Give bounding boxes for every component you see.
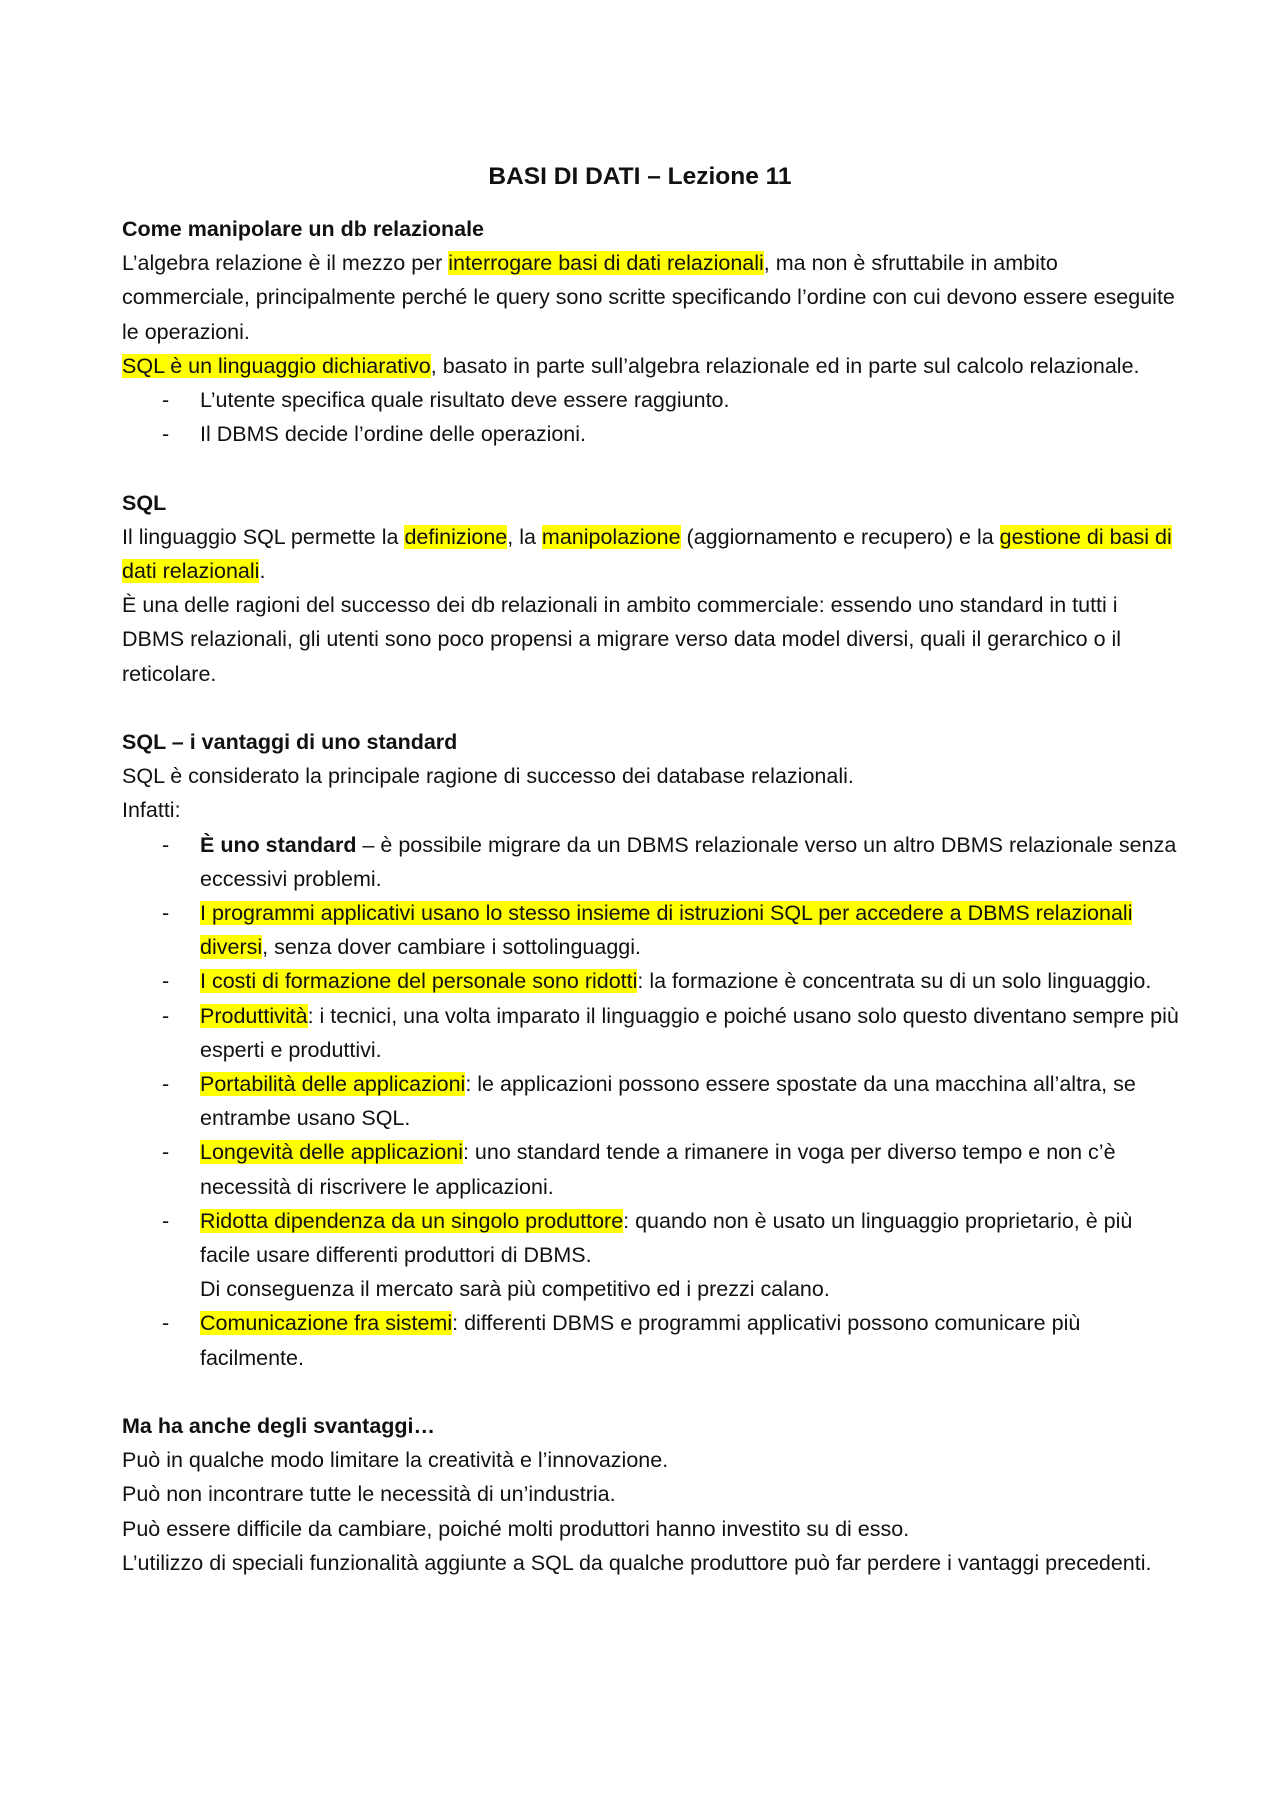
text-run: .	[259, 559, 266, 584]
highlighted-text: definizione	[404, 524, 508, 549]
text-run: : i tecnici, una volta imparato il linguaggio e poiché usano solo questo diventano sempre più esperti e produttivi.	[200, 1003, 1179, 1062]
dash-bullet: -	[162, 832, 170, 857]
highlighted-text: manipolazione	[541, 524, 681, 549]
dash-bullet: -	[162, 1003, 170, 1028]
text-run: : la formazione è concentrata su di un solo linguaggio.	[637, 969, 1152, 994]
paragraph	[122, 349, 1182, 383]
text-run: L’algebra relazione è il mezzo per	[122, 251, 449, 276]
text-run: , senza dover cambiare i sottolinguaggi.	[262, 935, 641, 960]
list-item	[122, 1067, 1182, 1135]
list-item	[122, 1306, 1182, 1374]
text-run: , la	[507, 524, 542, 549]
bullet-list	[122, 383, 1182, 451]
highlighted-text: SQL è un linguaggio dichiarativo	[122, 353, 431, 378]
text-run: , basato in parte sull’algebra relazionale ed in parte sul calcolo relazionale.	[430, 353, 1140, 378]
highlighted-text: Portabilità delle applicazioni	[200, 1072, 466, 1097]
dash-bullet: -	[162, 1208, 170, 1233]
list-item	[122, 383, 1182, 417]
paragraph: L’utilizzo di speciali funzionalità aggiunte a SQL da qualche produttore può far perdere i vantaggi precedenti.	[122, 1550, 1152, 1575]
paragraph: Infatti:	[122, 798, 181, 823]
highlighted-text: Ridotta dipendenza da un singolo produttore	[200, 1208, 624, 1233]
highlighted-text: Produttività	[200, 1003, 308, 1028]
list-item	[122, 1204, 1182, 1307]
paragraph: Può in qualche modo limitare la creatività e l’innovazione.	[122, 1448, 669, 1473]
text-run: : differenti DBMS e programmi applicativi possono comunicare più facilmente.	[200, 1311, 1081, 1370]
paragraph: È una delle ragioni del successo dei db relazionali in ambito commerciale: essendo uno standard in tutti i DBMS relazionali, gli utenti sono poco propensi a migrare verso data model diversi, quali il gerarchico o il reticolare.	[122, 593, 1122, 686]
list-item	[122, 896, 1182, 964]
section-heading: Come manipolare un db relazionale	[122, 217, 484, 241]
dash-bullet: -	[162, 388, 170, 413]
dash-bullet: -	[162, 1311, 170, 1336]
paragraph: SQL è considerato la principale ragione di successo dei database relazionali.	[122, 764, 854, 789]
paragraph: Può non incontrare tutte le necessità di un’industria.	[122, 1482, 616, 1507]
paragraph	[122, 520, 1182, 588]
text-run: Il linguaggio SQL permette la	[122, 524, 405, 549]
highlighted-text: Longevità delle applicazioni	[200, 1140, 463, 1165]
section-heading: Ma ha anche degli svantaggi…	[122, 1414, 436, 1439]
section-heading: SQL – i vantaggi di uno standard	[122, 730, 458, 755]
spacer	[122, 1375, 1182, 1409]
text-run: : uno standard tende a rimanere in voga per diverso tempo e non c’è necessità di riscrivere le applicazioni.	[200, 1140, 1116, 1199]
highlighted-text: Comunicazione fra sistemi	[200, 1311, 453, 1336]
document-body	[122, 150, 1182, 1580]
text-run: Di conseguenza il mercato sarà più competitivo ed i prezzi calano.	[200, 1277, 830, 1302]
highlighted-text: interrogare basi di dati relazionali	[448, 251, 764, 276]
spacer	[122, 451, 1182, 485]
list-item	[122, 1135, 1182, 1203]
highlighted-text: I costi di formazione del personale sono ridotti	[200, 969, 638, 994]
page-title: BASI DI DATI – Lezione 11	[488, 163, 792, 190]
section-heading: SQL	[122, 490, 167, 515]
list-item-text: L’utente specifica quale risultato deve essere raggiunto.	[200, 388, 730, 413]
list-item	[122, 417, 1182, 451]
list-item	[122, 964, 1182, 998]
highlighted-text: I programmi applicativi usano lo stesso insieme di istruzioni SQL per accedere a DBMS relazionali diversi	[200, 901, 1133, 960]
text-run: – è possibile migrare da un DBMS relazionale verso un altro DBMS relazionale senza eccessivi problemi.	[200, 832, 1177, 891]
list-item	[122, 828, 1182, 896]
text-run: (aggiornamento e recupero) e la	[680, 524, 1000, 549]
dash-bullet: -	[162, 422, 170, 447]
dash-bullet: -	[162, 901, 170, 926]
spacer	[122, 691, 1182, 725]
text-run: : quando non è usato un linguaggio proprietario, è più facile usare differenti produttori di DBMS.	[200, 1208, 1133, 1268]
advantages-list	[122, 828, 1182, 1375]
paragraph	[122, 246, 1182, 349]
list-item-text: Il DBMS decide l’ordine delle operazioni.	[200, 422, 587, 447]
highlighted-text: gestione di basi di dati relazionali	[122, 524, 1172, 584]
paragraph: Può essere difficile da cambiare, poiché molti produttori hanno investito su di esso.	[122, 1516, 910, 1541]
dash-bullet: -	[162, 969, 170, 994]
dash-bullet: -	[162, 1140, 170, 1165]
dash-bullet: -	[162, 1072, 170, 1097]
bold-text: È uno standard	[200, 832, 357, 857]
text-run: , ma non è sfruttabile in ambito commerciale, principalmente perché le query sono scritte specificando l’ordine con cui devono essere eseguite le operazioni.	[122, 251, 1175, 344]
list-item	[122, 999, 1182, 1067]
text-run: : le applicazioni possono essere spostate da una macchina all’altra, se entrambe usano SQL.	[200, 1072, 1136, 1131]
